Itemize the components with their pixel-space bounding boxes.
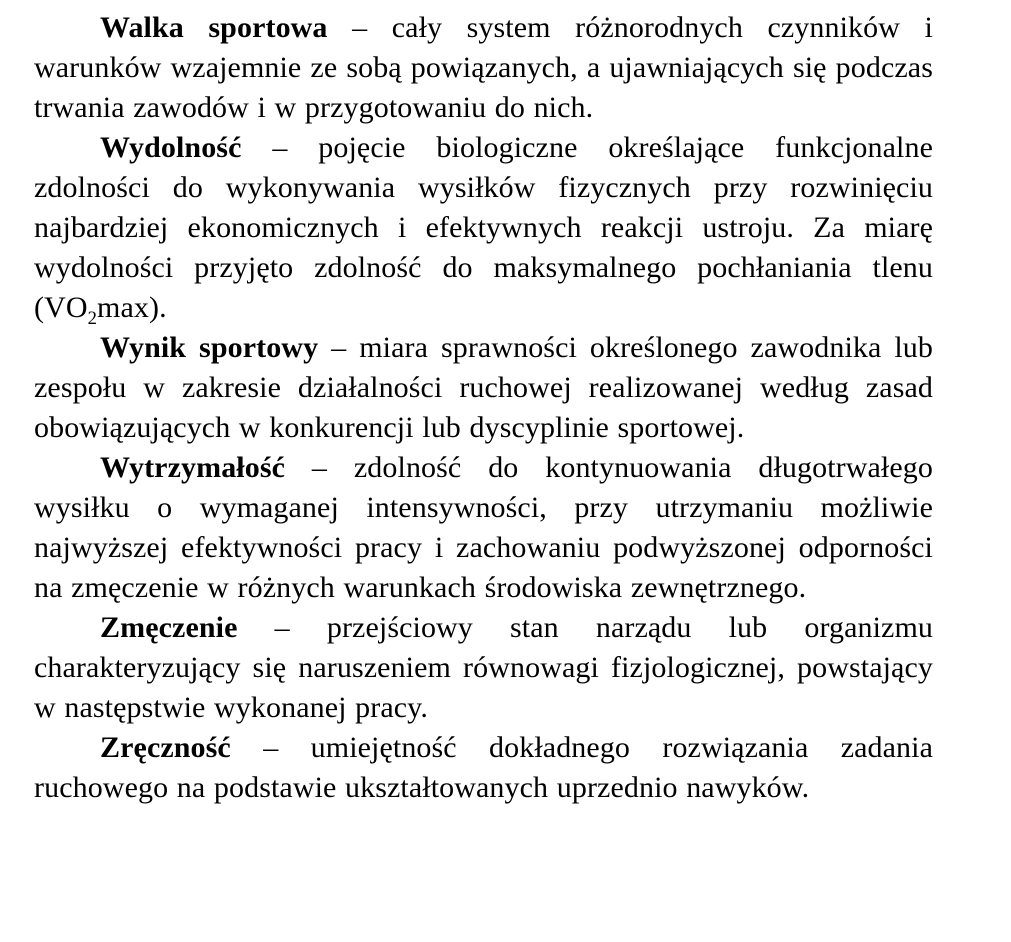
glossary-entry-zrecznosc (34, 728, 933, 808)
term-label: Walka sportowa (100, 11, 328, 44)
glossary-entry-walka-sportowa (34, 8, 933, 128)
definition-text: zdolność do kontynuowania długotrwałego wysiłku o wymaganej intensywności, przy utrzymaniu możliwie najwyższej efektywności pracy i zachowaniu podwyższonej odporności na zmęczenie w różnych warunkach środowiska zewnętrznego. (34, 451, 933, 604)
term-label: Zręczność (100, 731, 231, 764)
term-label: Wydolność (100, 131, 242, 164)
separator-dash: – (272, 131, 288, 164)
term-label: Zmęczenie (100, 611, 238, 644)
glossary-entry-wynik-sportowy (34, 328, 933, 448)
definition-text: przejściowy stan narządu lub organizmu charakteryzujący się naruszeniem równowagi fizjologicznej, powstający w następstwie wykonanej pracy. (34, 611, 934, 724)
separator-dash: – (331, 331, 347, 364)
definition-text: pojęcie biologiczne określające funkcjonalne zdolności do wykonywania wysiłków fizycznych przy rozwinięciu najbardziej ekonomicznych i efektywnych reakcji ustroju. Za miarę wydolności przyjęto zdolność do maksymalnego pochłaniania tlenu (VO (34, 131, 933, 324)
term-label: Wynik sportowy (100, 331, 319, 364)
definition-text: umiejętność dokładnego rozwiązania zadania ruchowego na podstawie ukształtowanych uprzednio nawyków. (34, 731, 933, 804)
definition-text: cały system różnorodnych czynników i warunków wzajemnie ze sobą powiązanych, a ujawniających się podczas trwania zawodów i w przygotowaniu do nich. (34, 11, 933, 124)
separator-dash: – (352, 11, 368, 44)
separator-dash: – (274, 611, 290, 644)
term-label: Wytrzymałość (100, 451, 286, 484)
separator-dash: – (311, 451, 328, 484)
glossary-entry-zmeczenie (34, 608, 933, 728)
definition-text-after-subscript: max). (97, 291, 167, 324)
definition-text: miara sprawności określonego zawodnika lub zespołu w zakresie działalności ruchowej realizowanej według zasad obowiązujących w konkurencji lub dyscyplinie sportowej. (34, 331, 933, 444)
separator-dash: – (263, 731, 279, 764)
vo2max-subscript: 2 (87, 308, 98, 329)
glossary-entry-wytrzymalosc (34, 448, 933, 608)
glossary-entry-wydolnosc (34, 128, 933, 328)
